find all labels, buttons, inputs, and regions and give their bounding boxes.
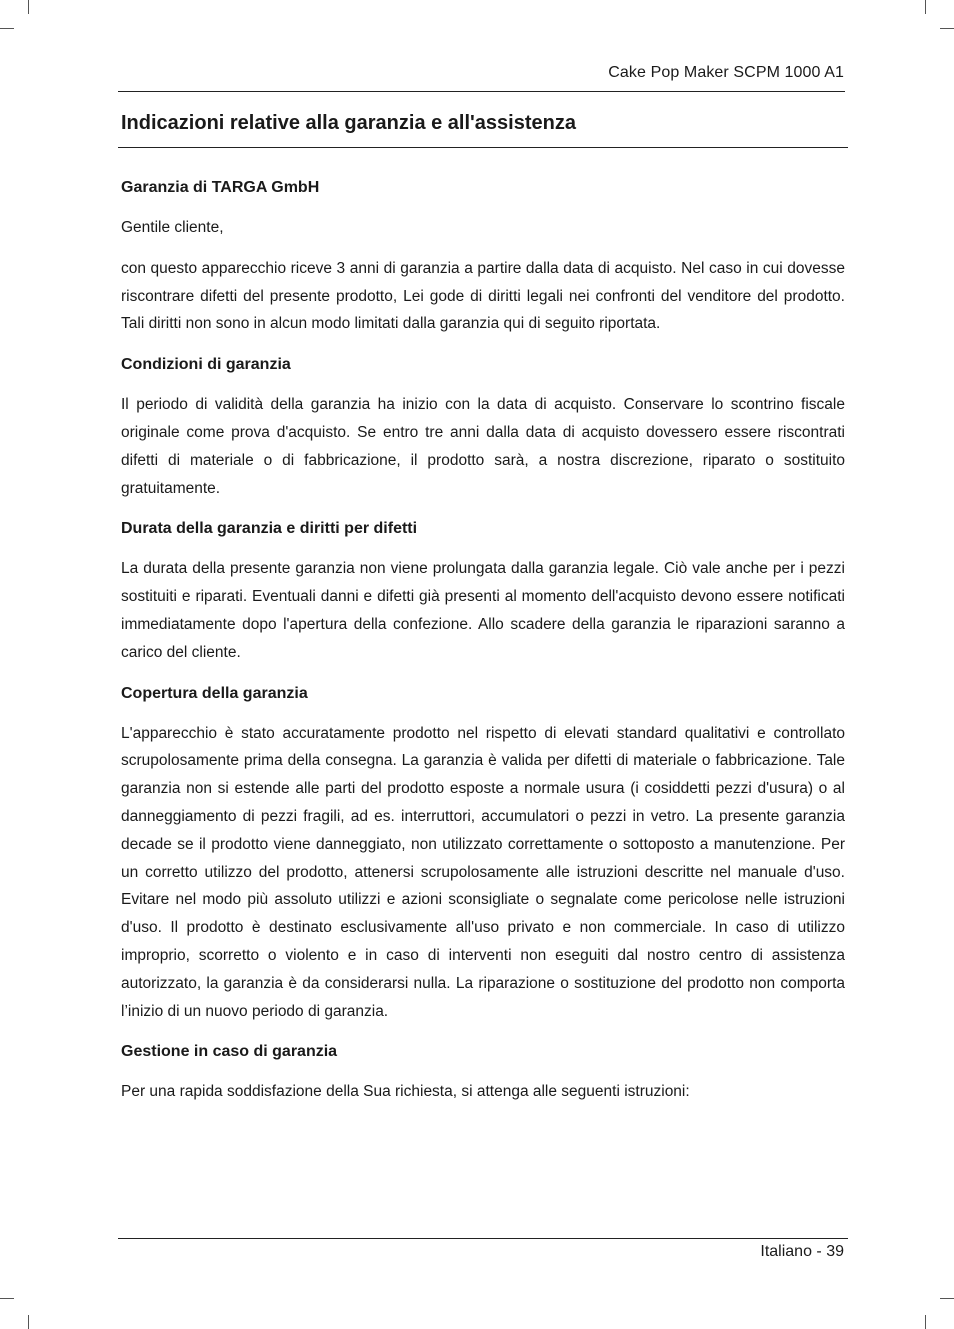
section-gestione xyxy=(121,1038,845,1106)
crop-mark xyxy=(0,1298,14,1299)
crop-mark xyxy=(925,0,926,14)
footer-language: Italiano xyxy=(760,1243,812,1260)
title-rule xyxy=(118,147,848,148)
crop-mark xyxy=(940,28,954,29)
section-heading: Copertura della garanzia xyxy=(121,684,308,702)
paragraph: L'apparecchio è stato accuratamente prodotto nel rispetto di elevati standard qualitativi e controllato scrupolosamente prima della consegna. La garanzia è valida per difetti di materiale o fabbricazione. Tale garanzia non si estende alle parti del prodotto esposte a normale usura (i cosiddetti pezzi d'usura) o al danneggiamento di pezzi fragili, ad es. interruttori, accumulatori o pezzi in vetro. La presente garanzia decade se il prodotto viene danneggiato, non utilizzato correttamente o sottoposto a manutenzione. Per un corretto utilizzo del prodotto, attenersi scrupolosamente alle istruzioni descritte nel manuale d'uso. Evitare nel modo più assoluto utilizzi e azioni sconsigliate o segnalate come pericolose nelle istruzioni d'uso. Il prodotto è destinato esclusivamente all'uso privato e non commerciale. In caso di utilizzo improprio, scorretto o violento e in caso di interventi non eseguiti dal nostro centro di assistenza autorizzato, la garanzia è da considerarsi nulla. La riparazione o sostituzione del prodotto non comporta l’inizio di un nuovo periodo di garanzia. xyxy=(121,724,845,1020)
paragraph: con questo apparecchio riceve 3 anni di garanzia a partire dalla data di acquisto. Nel caso in cui dovesse riscontrare difetti del presente prodotto, Lei gode di diritti legali nei confronti del venditore del prodotto. Tali diritti non sono in alcun modo limitati dalla garanzia qui di seguito riportata. xyxy=(121,259,845,333)
section-garanzia-targa xyxy=(121,174,845,338)
footer-rule xyxy=(118,1238,848,1239)
crop-mark xyxy=(0,28,14,29)
header-rule xyxy=(118,91,845,92)
section-durata xyxy=(121,515,845,666)
section-heading: Gestione in caso di garanzia xyxy=(121,1043,338,1061)
paragraph: Per una rapida soddisfazione della Sua richiesta, si attenga alle seguenti istruzioni: xyxy=(121,1083,690,1101)
section-heading: Garanzia di TARGA GmbH xyxy=(121,179,320,196)
crop-mark xyxy=(28,1315,29,1329)
section-condizioni xyxy=(121,351,845,502)
paragraph: La durata della presente garanzia non viene prolungata dalla garanzia legale. Ciò vale anche per i pezzi sostituiti e riparati. Eventuali danni e difetti già presenti al momento dell'acquisto devono essere notificati immediatamente dopo l'apertura della confezione. Allo scadere della garanzia le riparazioni saranno a carico del cliente. xyxy=(121,560,845,661)
section-heading: Durata della garanzia e diritti per difetti xyxy=(121,520,418,538)
page-number: 39 xyxy=(826,1243,844,1260)
paragraph: Gentile cliente, xyxy=(121,219,224,236)
crop-mark xyxy=(940,1298,954,1299)
paragraph: Il periodo di validità della garanzia ha inizio con la data di acquisto. Conservare lo scontrino fiscale originale come prova d'acquisto. Se entro tre anni dalla data di acquisto dovessero essere riscontrati difetti di materiale o di fabbricazione, il prodotto sarà, a nostra discrezione, riparato o sostituito gratuitamente. xyxy=(121,396,845,497)
page-footer xyxy=(760,1243,844,1261)
footer-separator: - xyxy=(816,1243,822,1260)
running-header: Cake Pop Maker SCPM 1000 A1 xyxy=(608,64,844,81)
crop-mark xyxy=(28,0,29,14)
section-copertura xyxy=(121,680,845,1026)
document-body xyxy=(121,174,845,1119)
page-title: Indicazioni relative alla garanzia e all'assistenza xyxy=(121,112,576,134)
section-heading: Condizioni di garanzia xyxy=(121,356,291,374)
crop-mark xyxy=(925,1315,926,1329)
